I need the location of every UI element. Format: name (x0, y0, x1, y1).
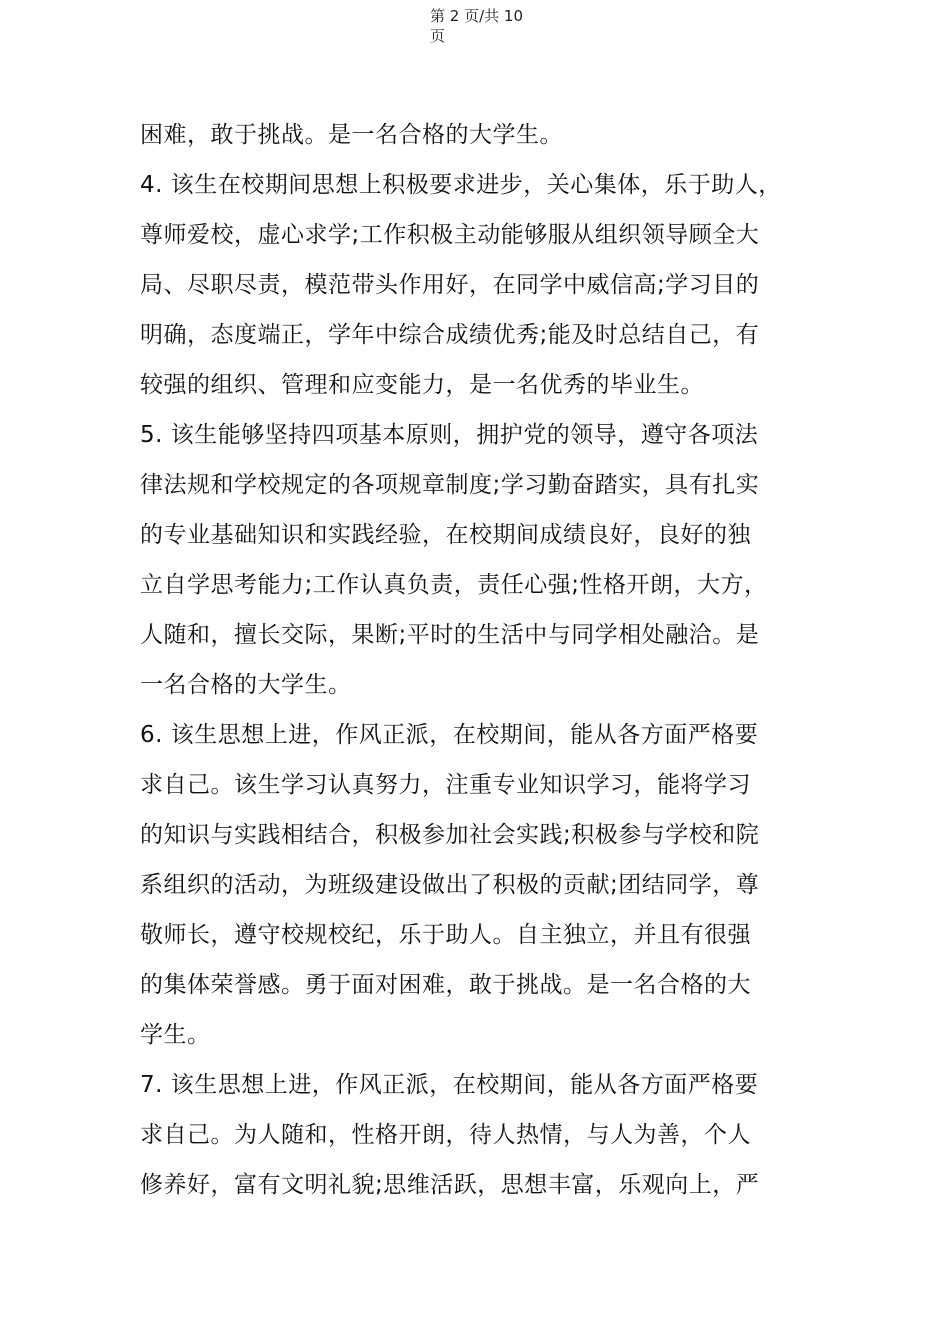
text-line: 立自学思考能力;工作认真负责，责任心强;性格开朗，大方， (140, 572, 768, 598)
text-line: 困难，敢于挑战。是一名合格的大学生。 (140, 122, 563, 148)
text-line: 4. 该生在校期间思想上积极要求进步，关心集体，乐于助人， (140, 172, 782, 198)
text-line: 尊师爱校，虚心求学;工作积极主动能够服从组织领导顾全大 (140, 222, 760, 248)
page-indicator (430, 6, 540, 46)
text-line: 的专业基础知识和实践经验，在校期间成绩良好，良好的独 (140, 522, 751, 548)
text-line: 敬师长，遵守校规校纪，乐于助人。自主独立，并且有很强 (140, 922, 751, 948)
page-indicator-line-2: 页 (430, 27, 446, 45)
text-line: 明确，态度端正，学年中综合成绩优秀;能及时总结自己，有 (140, 322, 760, 348)
document-body (140, 110, 840, 1210)
text-line: 一名合格的大学生。 (140, 672, 352, 698)
text-line: 律法规和学校规定的各项规章制度;学习勤奋踏实，具有扎实 (140, 472, 760, 498)
text-line: 的知识与实践相结合，积极参加社会实践;积极参与学校和院 (140, 822, 760, 848)
page-indicator-line-1: 第 2 页/共 10 (430, 7, 523, 25)
text-line: 求自己。该生学习认真努力，注重专业知识学习，能将学习 (140, 772, 751, 798)
text-line: 局、尽职尽责，模范带头作用好，在同学中威信高;学习目的 (140, 272, 760, 298)
text-line: 修养好，富有文明礼貌;思维活跃，思想丰富，乐观向上，严 (140, 1172, 760, 1198)
text-line: 7. 该生思想上进，作风正派，在校期间，能从各方面严格要 (140, 1072, 759, 1098)
text-line: 较强的组织、管理和应变能力，是一名优秀的毕业生。 (140, 372, 704, 398)
text-line: 的集体荣誉感。勇于面对困难，敢于挑战。是一名合格的大 (140, 972, 751, 998)
text-line: 求自己。为人随和，性格开朗，待人热情，与人为善，个人 (140, 1122, 751, 1148)
text-line: 系组织的活动，为班级建设做出了积极的贡献;团结同学，尊 (140, 872, 760, 898)
text-line: 5. 该生能够坚持四项基本原则，拥护党的领导，遵守各项法 (140, 422, 759, 448)
text-line: 6. 该生思想上进，作风正派，在校期间，能从各方面严格要 (140, 722, 759, 748)
text-line: 学生。 (140, 1022, 211, 1048)
text-line: 人随和，擅长交际，果断;平时的生活中与同学相处融洽。是 (140, 622, 760, 648)
